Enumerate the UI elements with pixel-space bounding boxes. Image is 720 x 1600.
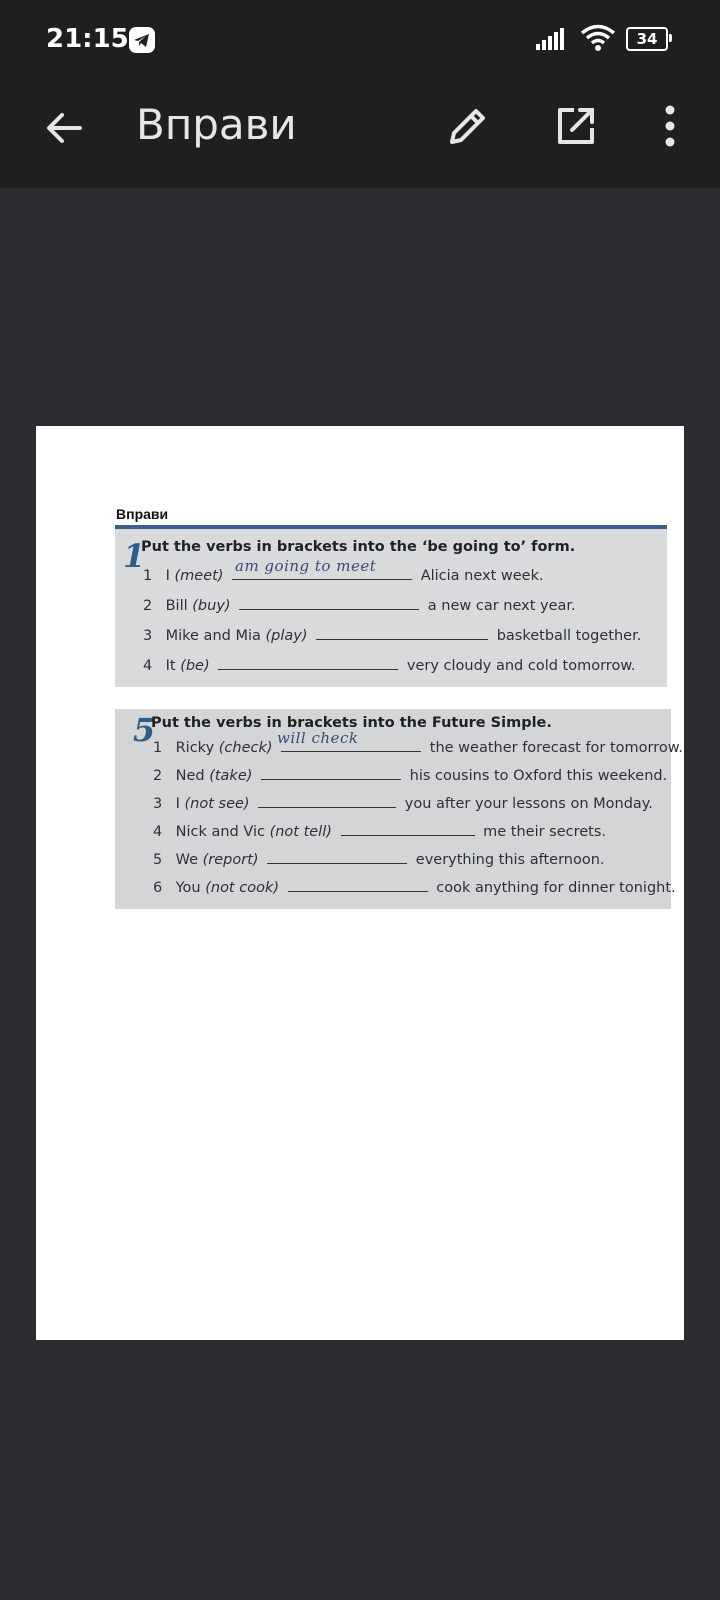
exercise-title: Put the verbs in brackets into the Future Simple.: [151, 715, 552, 731]
document-page[interactable]: [36, 426, 684, 1340]
exercise-number: 5: [133, 711, 156, 749]
exercise-row: 2 Ned (take) his cousins to Oxford this weekend.: [153, 768, 668, 784]
handwritten-answer: will check: [277, 729, 359, 747]
battery-level: 34: [636, 30, 658, 48]
handwritten-answer: am going to meet: [235, 557, 377, 575]
exercise-number: 1: [123, 537, 146, 575]
exercise-row: 1 I (meet) Alicia next week.: [143, 568, 544, 584]
app-toolbar: [0, 80, 720, 188]
exercise-row: 5 We (report) everything this afternoon.: [153, 852, 605, 868]
exercise-row: 4 Nick and Vic (not tell) me their secrets.: [153, 824, 607, 840]
status-time: 21:15: [46, 24, 129, 54]
exercise-1-photo: [115, 525, 667, 687]
document-heading: Вправи: [116, 506, 169, 522]
edit-pencil-icon[interactable]: [444, 102, 492, 150]
exercise-row: 3 Mike and Mia (play) basketball together.: [143, 628, 642, 644]
exercise-row: 1 Ricky (check) the weather forecast for tomorrow.: [153, 740, 683, 756]
wifi-icon: [580, 24, 616, 52]
signal-icon: [536, 28, 570, 50]
battery-icon: [626, 27, 672, 51]
page-title: Вправи: [136, 100, 297, 149]
open-external-icon[interactable]: [552, 102, 600, 150]
exercise-row: 6 You (not cook) cook anything for dinner tonight.: [153, 880, 676, 896]
exercise-title: Put the verbs in brackets into the ‘be going to’ form.: [141, 539, 576, 555]
status-bar: [0, 0, 720, 80]
exercise-5-photo: [115, 709, 683, 909]
back-arrow-icon[interactable]: [40, 104, 88, 152]
telegram-icon: [128, 26, 156, 54]
exercise-row: 4 It (be) very cloudy and cold tomorrow.: [143, 658, 636, 674]
exercise-row: 3 I (not see) you after your lessons on Monday.: [153, 796, 653, 812]
more-vert-icon[interactable]: [660, 102, 680, 150]
exercise-row: 2 Bill (buy) a new car next year.: [143, 598, 576, 614]
